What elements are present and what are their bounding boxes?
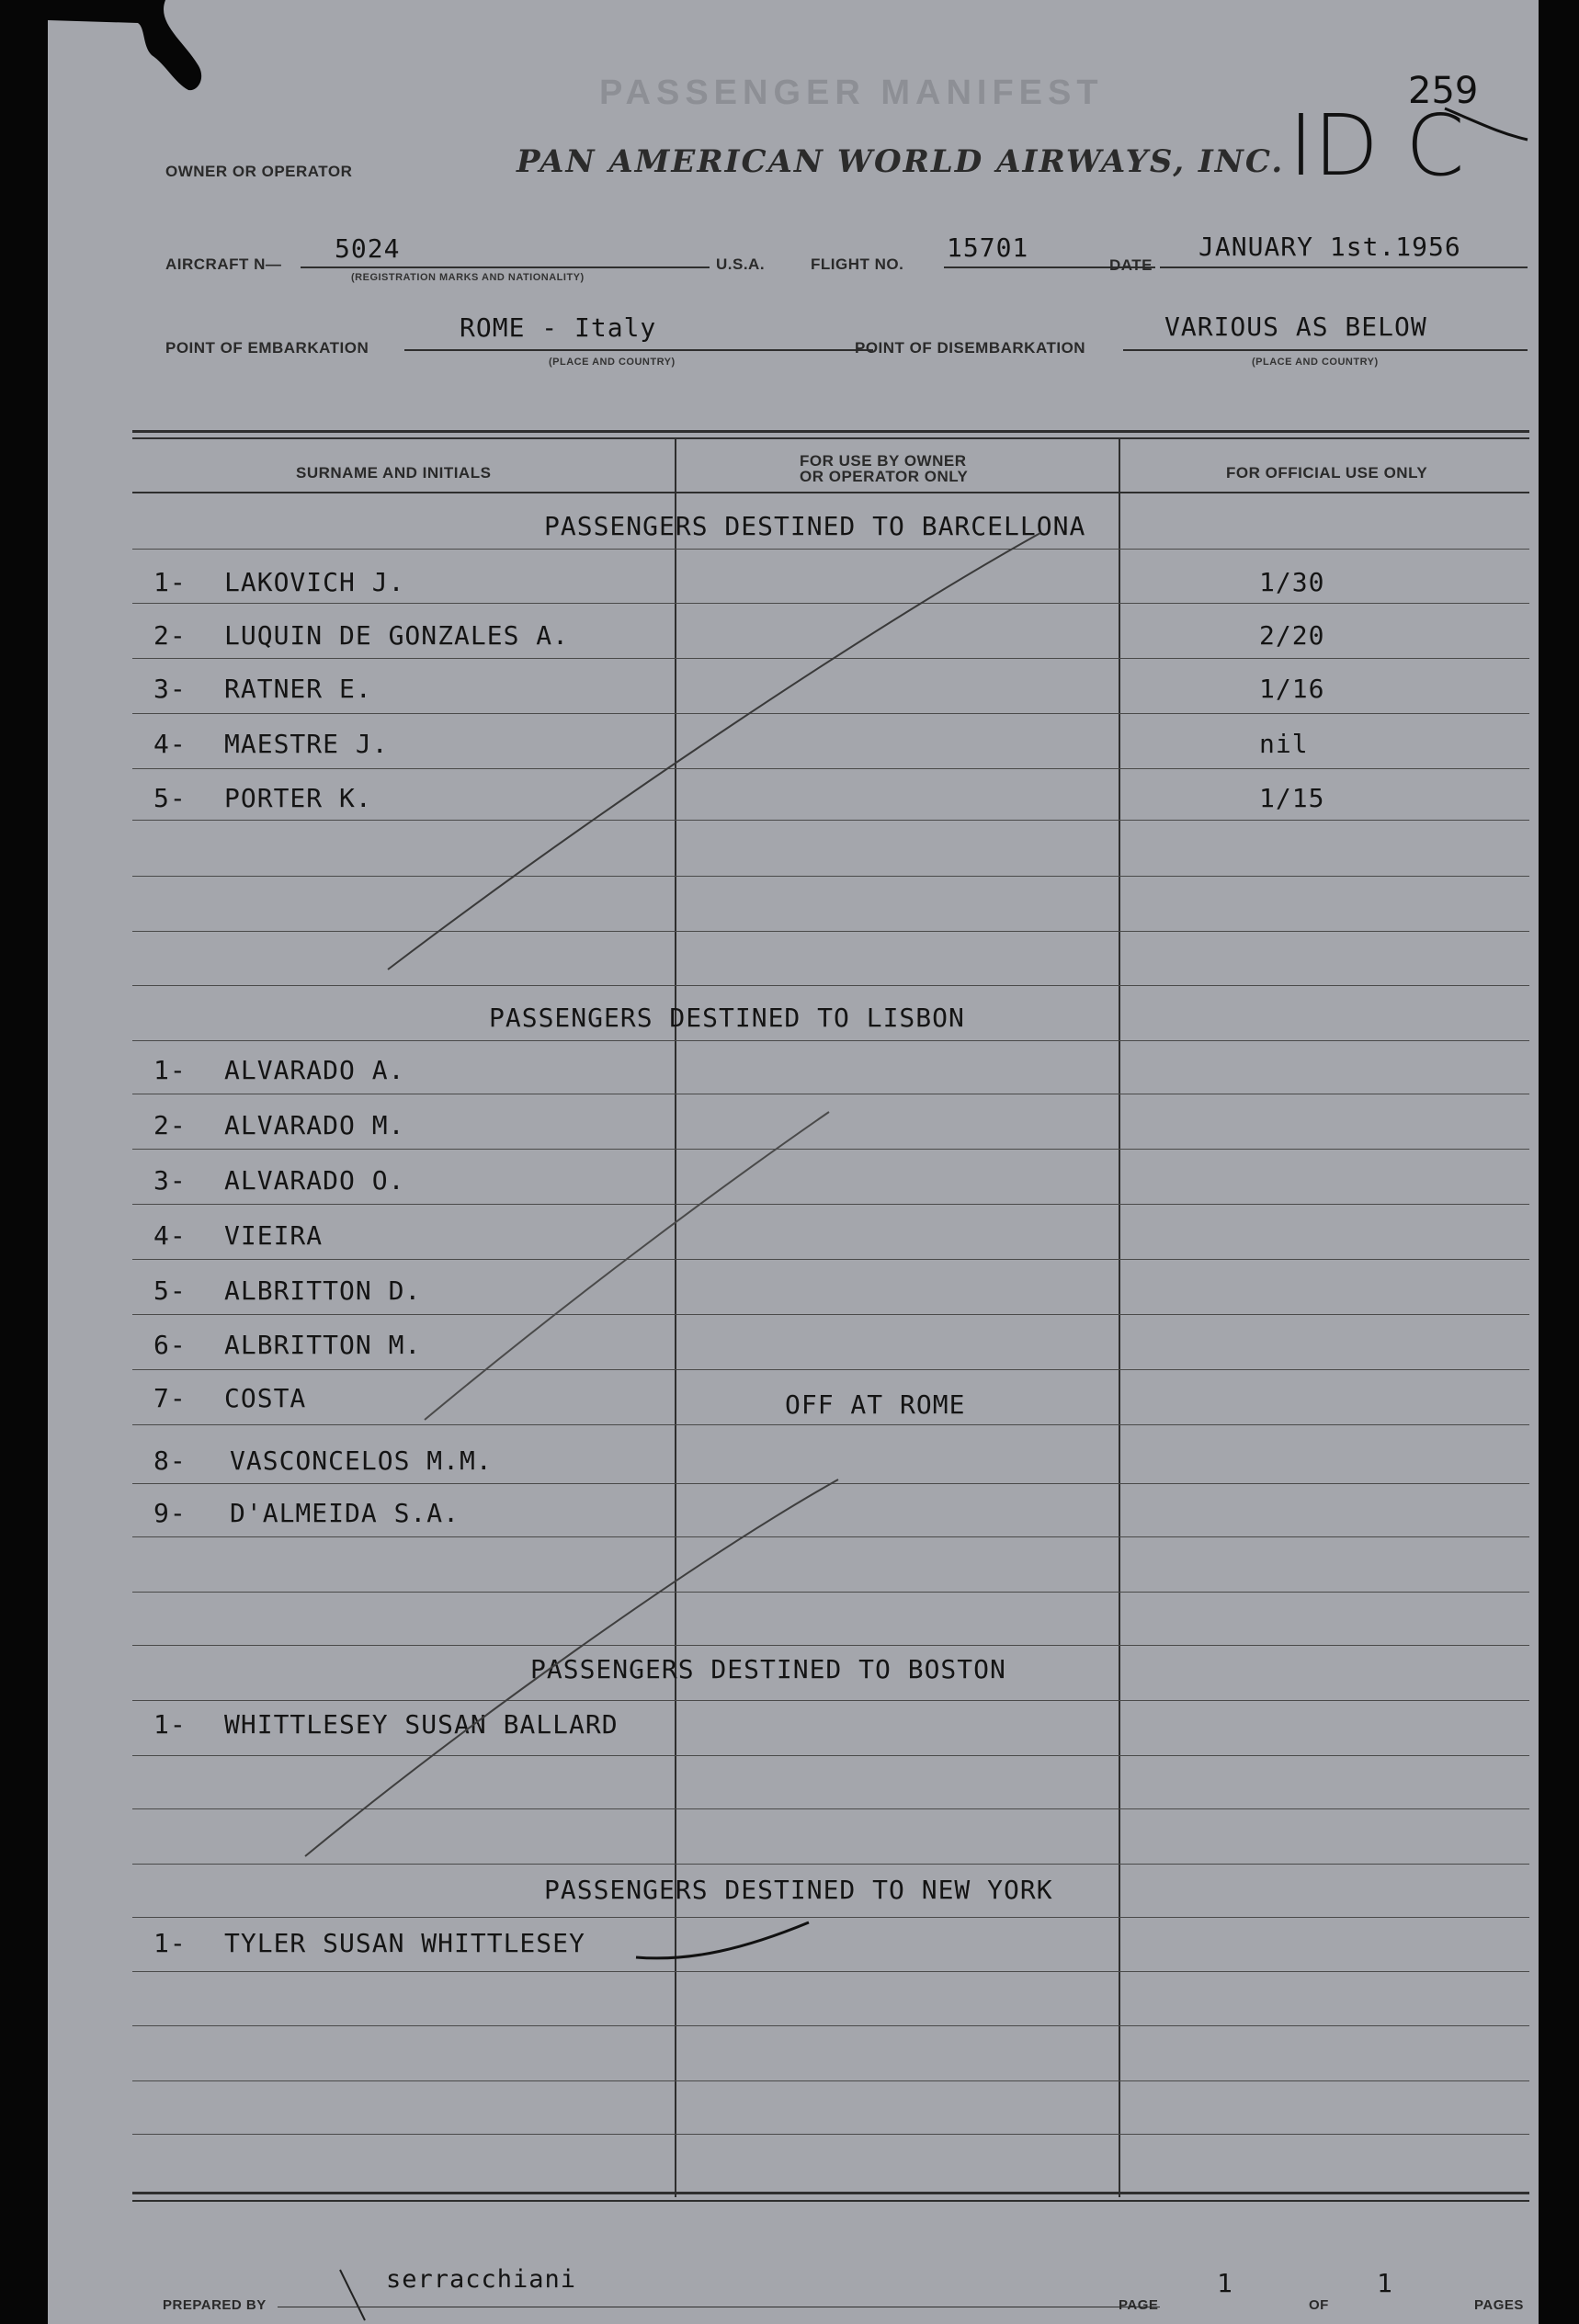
- col-owner-use-1: FOR USE BY OWNER: [800, 452, 967, 470]
- passenger-num: 8-: [153, 1445, 187, 1476]
- disembark-value: VARIOUS AS BELOW: [1164, 312, 1427, 342]
- of-label: OF: [1309, 2297, 1329, 2313]
- of-value: 1: [1377, 2268, 1393, 2298]
- passenger-name: TYLER SUSAN WHITTLESEY: [224, 1928, 585, 1958]
- handwritten-page-number: 259: [1408, 70, 1479, 112]
- embark-note: (PLACE AND COUNTRY): [549, 357, 676, 368]
- page-label: PAGE: [1119, 2297, 1159, 2313]
- owner-value: PAN AMERICAN WORLD AIRWAYS, INC.: [517, 143, 1285, 180]
- flight-label: FLIGHT NO.: [811, 255, 904, 273]
- pencil-line-1: [388, 533, 1040, 969]
- passenger-num: 5-: [153, 1275, 187, 1306]
- disembark-label: POINT OF DISEMBARKATION: [855, 339, 1086, 357]
- flight-value: 15701: [947, 232, 1029, 263]
- pencil-strokes: [48, 0, 1539, 2324]
- passenger-num: 1-: [153, 1928, 187, 1958]
- official-value: nil: [1259, 729, 1309, 759]
- ink-initial-tail: [1445, 108, 1528, 140]
- passenger-name: VIEIRA: [224, 1220, 324, 1251]
- passenger-name: D'ALMEIDA S.A.: [230, 1498, 460, 1528]
- passenger-num: 2-: [153, 1110, 187, 1140]
- passenger-name: PORTER K.: [224, 783, 372, 813]
- official-value: 1/30: [1259, 567, 1325, 597]
- embark-value: ROME - Italy: [460, 312, 657, 343]
- passenger-num: 3-: [153, 1165, 187, 1196]
- passenger-num: 1-: [153, 1055, 187, 1085]
- disembark-note: (PLACE AND COUNTRY): [1252, 357, 1379, 368]
- form-title: PASSENGER MANIFEST: [599, 74, 1104, 112]
- ink-tick: [340, 2270, 365, 2320]
- aircraft-label: AIRCRAFT N—: [165, 255, 282, 273]
- aircraft-note: (REGISTRATION MARKS AND NATIONALITY): [351, 272, 585, 283]
- passenger-num: 5-: [153, 783, 187, 813]
- group-heading-lisbon: PASSENGERS DESTINED TO LISBON: [489, 1003, 965, 1033]
- col-owner-use-2: OR OPERATOR ONLY: [800, 468, 969, 485]
- passenger-num: 7-: [153, 1383, 187, 1413]
- passenger-name: RATNER E.: [224, 674, 372, 704]
- date-value: JANUARY 1st.1956: [1198, 232, 1461, 262]
- group-heading-new-york: PASSENGERS DESTINED TO NEW YORK: [544, 1875, 1053, 1905]
- group-heading-barcellona: PASSENGERS DESTINED TO BARCELLONA: [544, 511, 1086, 541]
- passenger-name: LUQUIN DE GONZALES A.: [224, 620, 570, 651]
- usa-label: U.S.A.: [716, 255, 766, 273]
- pages-label: PAGES: [1474, 2297, 1524, 2313]
- passenger-name: ALVARADO M.: [224, 1110, 405, 1140]
- passenger-name: ALBRITTON D.: [224, 1275, 422, 1306]
- ink-flourish: [636, 1922, 809, 1958]
- manifest-sheet: [48, 0, 1539, 2324]
- passenger-num: 9-: [153, 1498, 187, 1528]
- passenger-name: MAESTRE J.: [224, 729, 389, 759]
- passenger-num: 1-: [153, 1709, 187, 1740]
- embark-label: POINT OF EMBARKATION: [165, 339, 369, 357]
- passenger-num: 6-: [153, 1330, 187, 1360]
- passenger-name: LAKOVICH J.: [224, 567, 405, 597]
- col-surname: SURNAME AND INITIALS: [296, 464, 492, 482]
- date-label: DATE: [1109, 256, 1153, 274]
- page-value: 1: [1217, 2268, 1233, 2298]
- prepared-label: PREPARED BY: [163, 2297, 267, 2313]
- official-value: 2/20: [1259, 620, 1325, 651]
- official-value: 1/15: [1259, 783, 1325, 813]
- passenger-num: 4-: [153, 729, 187, 759]
- official-value: 1/16: [1259, 674, 1325, 704]
- passenger-name: COSTA: [224, 1383, 307, 1413]
- pencil-line-3: [305, 1479, 838, 1856]
- pencil-line-2: [425, 1112, 829, 1420]
- torn-corner: [0, 0, 239, 129]
- prepared-value: serracchiani: [386, 2265, 577, 2294]
- passenger-name: WHITTLESEY SUSAN BALLARD: [224, 1709, 619, 1740]
- passenger-name: VASCONCELOS M.M.: [230, 1445, 493, 1476]
- passenger-name: ALVARADO O.: [224, 1165, 405, 1196]
- passenger-num: 3-: [153, 674, 187, 704]
- group-heading-boston: PASSENGERS DESTINED TO BOSTON: [530, 1654, 1006, 1684]
- passenger-name: ALBRITTON M.: [224, 1330, 422, 1360]
- owner-label: OWNER OR OPERATOR: [165, 163, 353, 180]
- col-official: FOR OFFICIAL USE ONLY: [1226, 464, 1428, 482]
- passenger-num: 2-: [153, 620, 187, 651]
- passenger-num: 4-: [153, 1220, 187, 1251]
- passenger-num: 1-: [153, 567, 187, 597]
- passenger-note: OFF AT ROME: [785, 1389, 966, 1420]
- passenger-name: ALVARADO A.: [224, 1055, 405, 1085]
- aircraft-value: 5024: [335, 233, 401, 264]
- handwritten-initials: ID C: [1289, 96, 1465, 195]
